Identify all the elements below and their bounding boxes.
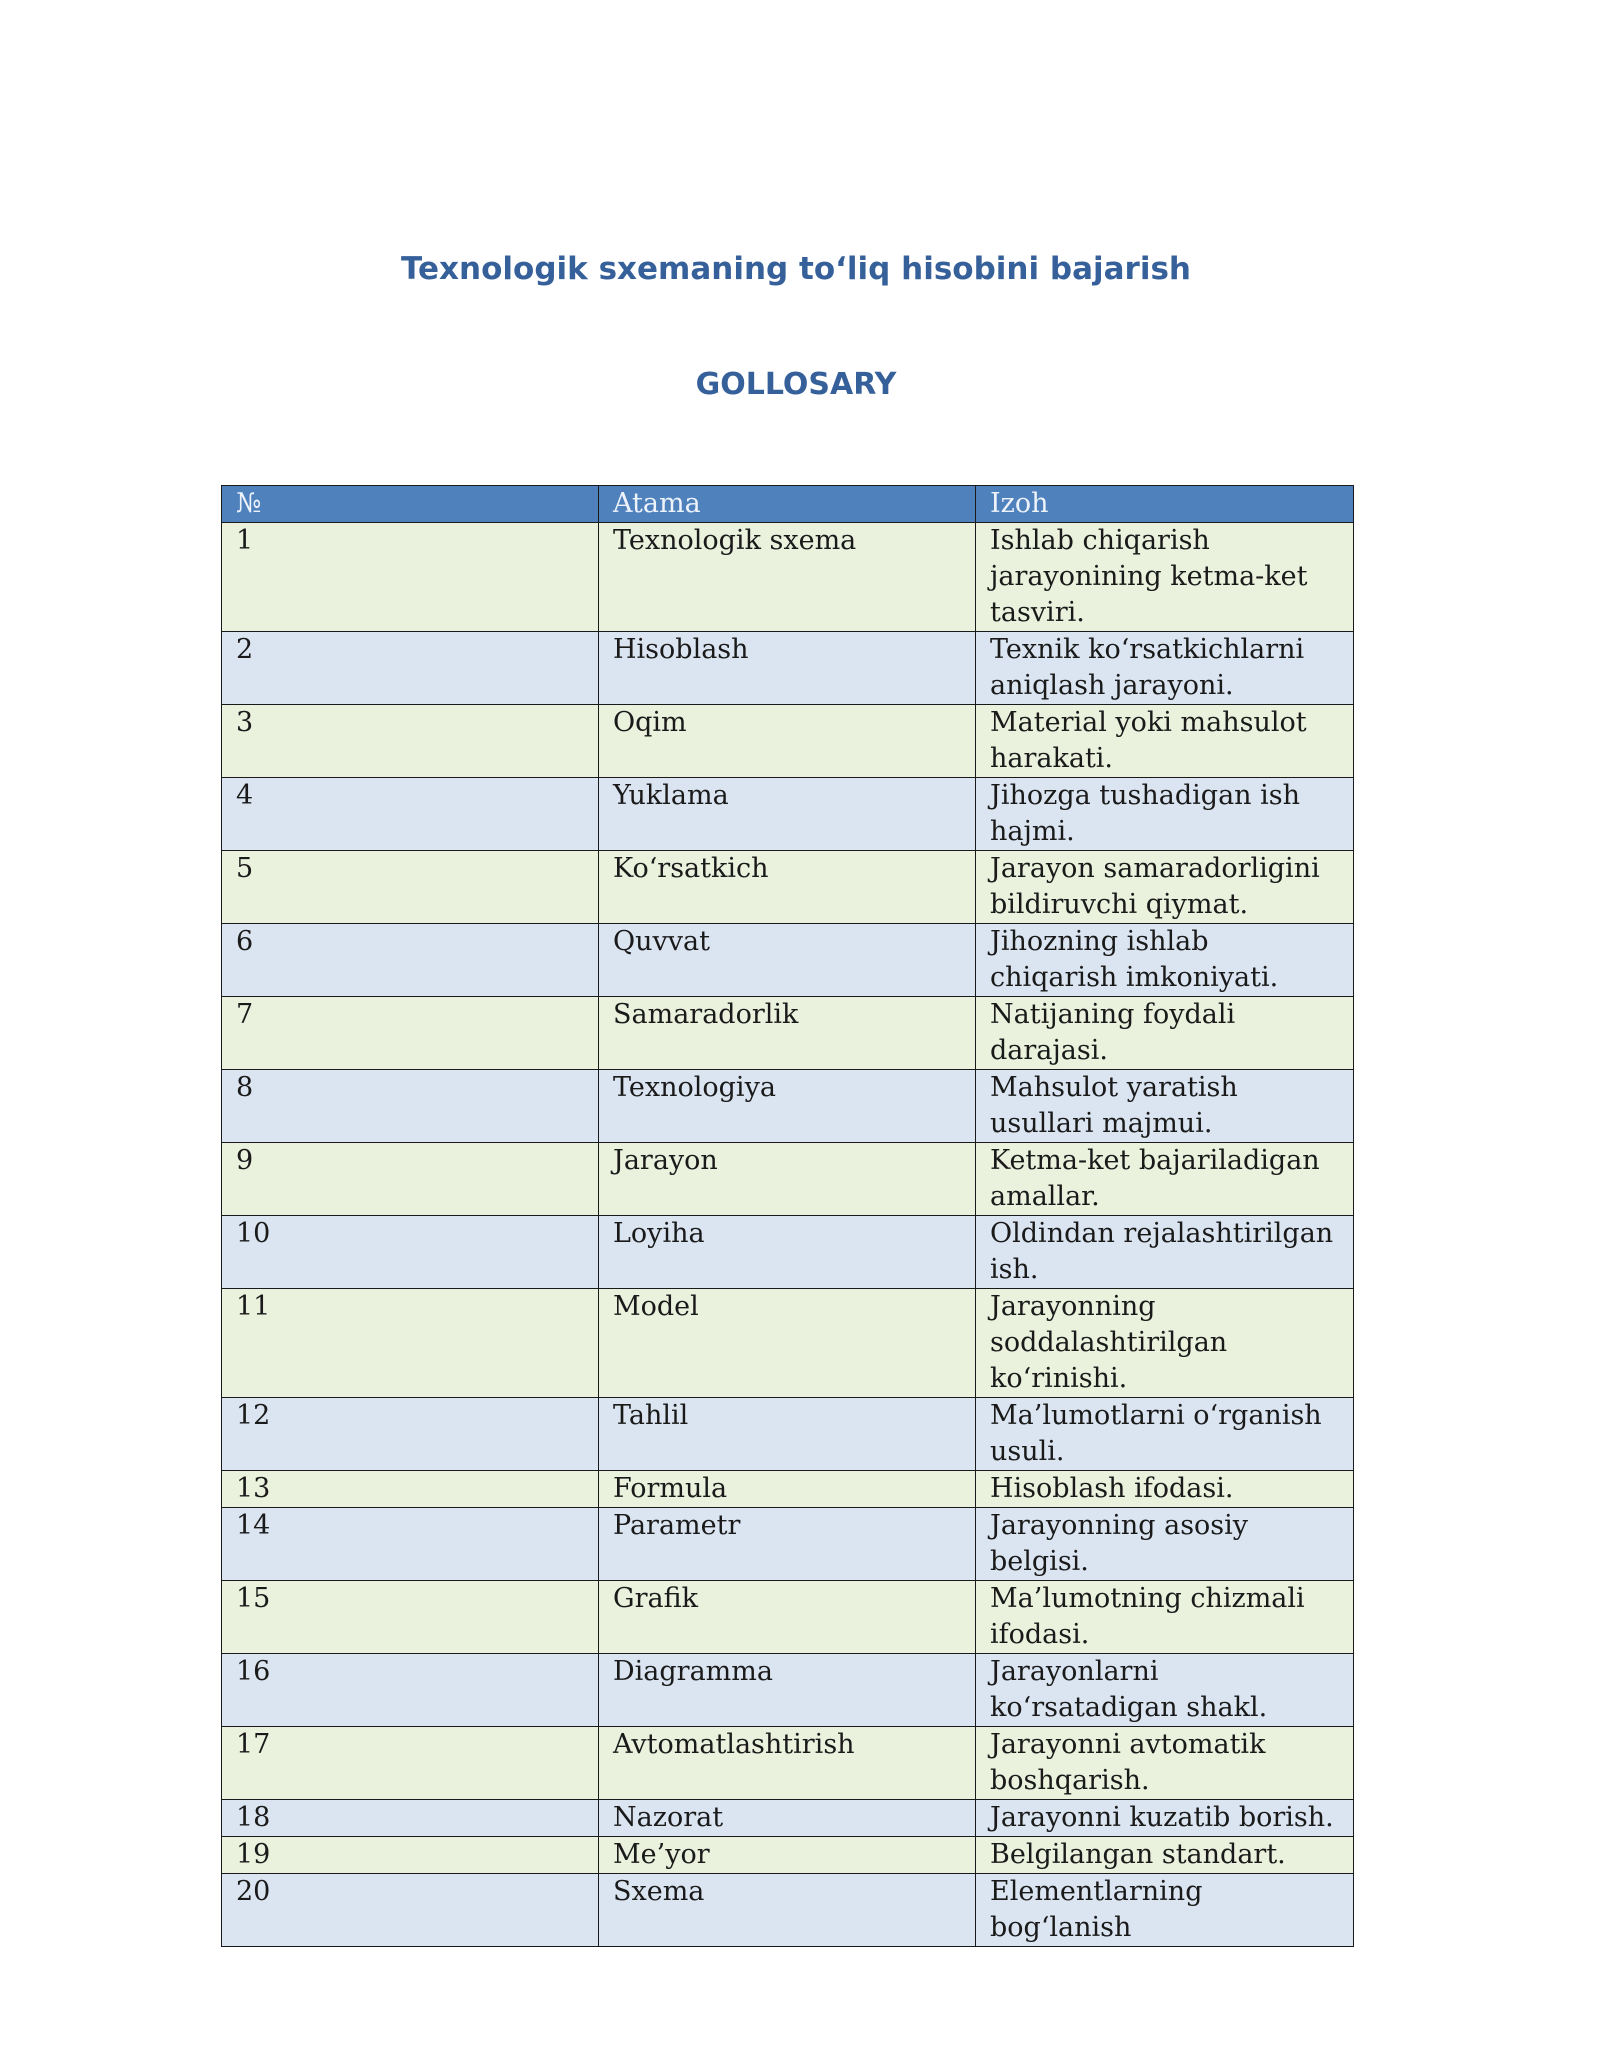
row-number: 9 [222,1143,599,1216]
table-header-row [222,486,1354,523]
row-description: Material yoki mahsulot harakati. [976,705,1354,778]
row-description: Mahsulot yaratish usullari majmui. [976,1070,1354,1143]
row-description: Jarayonning soddalashtirilgan ko‘rinishi. [976,1289,1354,1398]
document-title: Texnologik sxemaning to‘liq hisobini bajarish [401,251,1191,287]
row-number: 18 [222,1800,599,1837]
row-description: Hisoblash ifodasi. [976,1471,1354,1508]
table-row [222,705,1354,778]
row-description: Jarayon samaradorligini bildiruvchi qiymat. [976,851,1354,924]
row-number: 19 [222,1837,599,1874]
row-number: 3 [222,705,599,778]
row-description: Oldindan rejalashtirilgan ish. [976,1216,1354,1289]
row-term: Yuklama [599,778,976,851]
row-term: Loyiha [599,1216,976,1289]
row-description: Elementlarning bog‘lanish [976,1874,1354,1947]
table-row [222,1289,1354,1398]
row-term: Model [599,1289,976,1398]
row-description: Natijaning foydali darajasi. [976,997,1354,1070]
row-description: Ketma-ket bajariladigan amallar. [976,1143,1354,1216]
header-number: № [222,486,599,523]
row-description: Jarayonlarni ko‘rsatadigan shakl. [976,1654,1354,1727]
row-description: Jarayonni avtomatik boshqarish. [976,1727,1354,1800]
row-term: Avtomatlashtirish [599,1727,976,1800]
row-description: Texnik ko‘rsatkichlarni aniqlash jarayoni. [976,632,1354,705]
table-row [222,632,1354,705]
row-term: Nazorat [599,1800,976,1837]
row-number: 15 [222,1581,599,1654]
table-row [222,851,1354,924]
table-row [222,1874,1354,1947]
table-row [222,1471,1354,1508]
table-row [222,1837,1354,1874]
table-row [222,1800,1354,1837]
row-term: Formula [599,1471,976,1508]
table-row [222,1070,1354,1143]
table-body [222,523,1354,1947]
table-row [222,1143,1354,1216]
row-number: 2 [222,632,599,705]
row-description: Ma’lumotlarni o‘rganish usuli. [976,1398,1354,1471]
row-number: 1 [222,523,599,632]
row-number: 6 [222,924,599,997]
table-row [222,997,1354,1070]
row-number: 5 [222,851,599,924]
row-number: 10 [222,1216,599,1289]
row-term: Ko‘rsatkich [599,851,976,924]
row-number: 7 [222,997,599,1070]
table-row [222,1216,1354,1289]
row-description: Ma’lumotning chizmali ifodasi. [976,1581,1354,1654]
row-number: 12 [222,1398,599,1471]
row-term: Sxema [599,1874,976,1947]
table-row [222,778,1354,851]
row-term: Samaradorlik [599,997,976,1070]
row-term: Texnologik sxema [599,523,976,632]
row-description: Jarayonning asosiy belgisi. [976,1508,1354,1581]
row-number: 17 [222,1727,599,1800]
row-term: Texnologiya [599,1070,976,1143]
row-number: 11 [222,1289,599,1398]
row-term: Tahlil [599,1398,976,1471]
row-number: 14 [222,1508,599,1581]
table-row [222,1508,1354,1581]
row-term: Hisoblash [599,632,976,705]
table-row [222,1727,1354,1800]
table-row [222,924,1354,997]
row-description: Jihozning ishlab chiqarish imkoniyati. [976,924,1354,997]
glossary-heading: GOLLOSARY [695,367,897,402]
table-row [222,523,1354,632]
row-number: 8 [222,1070,599,1143]
table-row [222,1654,1354,1727]
row-number: 20 [222,1874,599,1947]
row-term: Jarayon [599,1143,976,1216]
row-term: Grafik [599,1581,976,1654]
row-description: Belgilangan standart. [976,1837,1354,1874]
glossary-table [221,485,1354,1947]
row-number: 13 [222,1471,599,1508]
row-description: Jihozga tushadigan ish hajmi. [976,778,1354,851]
table-row [222,1398,1354,1471]
row-description: Jarayonni kuzatib borish. [976,1800,1354,1837]
row-number: 4 [222,778,599,851]
row-term: Quvvat [599,924,976,997]
row-description: Ishlab chiqarish jarayonining ketma-ket tasviri. [976,523,1354,632]
table-row [222,1581,1354,1654]
header-description: Izoh [976,486,1354,523]
row-term: Oqim [599,705,976,778]
header-term: Atama [599,486,976,523]
row-term: Parametr [599,1508,976,1581]
row-term: Diagramma [599,1654,976,1727]
row-term: Me’yor [599,1837,976,1874]
row-number: 16 [222,1654,599,1727]
